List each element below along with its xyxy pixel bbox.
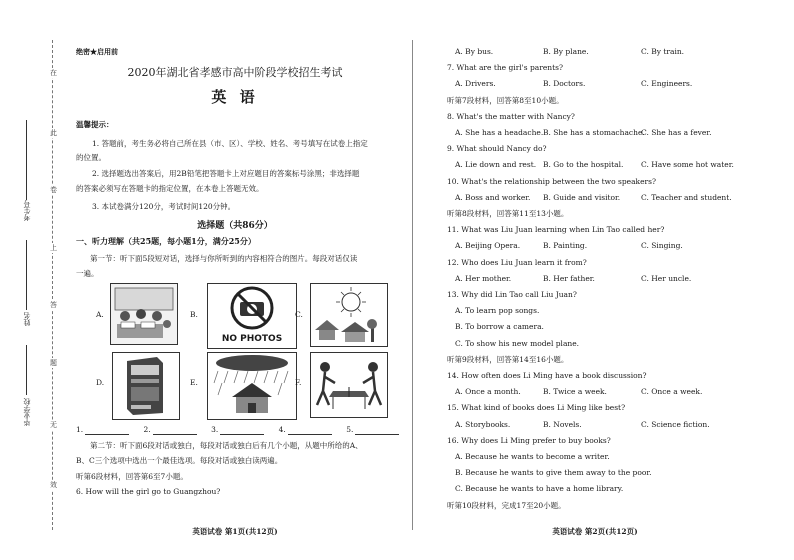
side-char: 题 (50, 359, 57, 367)
picture-label: D. (96, 378, 105, 387)
school-label: 毕业学校 (23, 398, 31, 426)
side-char: 在 (50, 69, 57, 77)
book-icon (112, 352, 180, 420)
side-char: 此 (50, 129, 57, 137)
side-char: 答 (50, 301, 57, 309)
answer-blank-2[interactable]: 2. (144, 425, 197, 434)
question: 16. Why does Li Ming prefer to buy books? (447, 435, 611, 445)
answer-option[interactable]: B. To borrow a camera. (455, 322, 544, 332)
answer-option[interactable]: A. Storybooks. (455, 419, 511, 429)
notice-line: 1. 答题前，考生务必将自己所在县（市、区）、学校、姓名、考号填写在试卷上指定 (92, 139, 368, 148)
question: 听第7段材料，回答第8至10小题。 (447, 95, 564, 105)
sunny-house-icon (310, 283, 388, 347)
school-line (26, 345, 27, 395)
picture-label: F. (295, 378, 302, 387)
ping-pong-icon (310, 352, 388, 418)
no-photos-text: NO PHOTOS (221, 334, 283, 344)
answer-option[interactable]: B. Go to the hospital. (543, 160, 624, 170)
answer-option[interactable]: C. Once a week. (641, 387, 703, 397)
picture-label: E. (190, 378, 198, 387)
question: 听第10段材料，完成17至20小题。 (447, 500, 566, 510)
side-char: 上 (50, 244, 57, 252)
no-photos-sign-icon (207, 283, 297, 349)
question: 14. How often does Li Ming have a book discussion? (447, 371, 647, 380)
answer-option[interactable]: C. Engineers. (641, 79, 693, 89)
question: 6. How will the girl go to Guangzhou? (76, 487, 221, 496)
side-char: 卷 (50, 186, 57, 194)
answer-option[interactable]: B. Because he wants to give them away to the poor. (455, 468, 652, 478)
answer-option[interactable]: C. Teacher and student. (641, 192, 732, 202)
answer-option[interactable]: A. Lie down and rest. (455, 160, 537, 170)
notice-line: 3. 本试卷满分120分，考试时间120分钟。 (92, 202, 236, 211)
section-title: 选择题（共86分） (197, 221, 273, 231)
part-title: 一、听力理解（共25题，每小题1分，满分25分） (76, 236, 256, 246)
answer-option[interactable]: B. Painting. (543, 241, 588, 251)
answer-option[interactable]: C. Have some hot water. (641, 160, 734, 170)
answer-option[interactable]: C. Her uncle. (641, 273, 692, 283)
instructions: 第一节：听下面5段短对话，选择与你所听到的内容相符合的图片。每段对话仅读 (90, 254, 358, 263)
instructions: 第二节：听下面6段对话或独白，每段对话或独白后有几个小题，从题中所给的A、 (90, 441, 363, 450)
picture-label: C. (295, 310, 303, 319)
picture-label: A. (96, 310, 104, 319)
answer-option[interactable]: A. Her mother. (455, 273, 512, 283)
question: 9. What should Nancy do? (447, 144, 547, 154)
answer-option[interactable]: A. Once a month. (455, 387, 521, 397)
question: 10. What's the relationship between the two speakers? (447, 176, 656, 186)
exam-no-line (26, 120, 27, 200)
notice-line: 2. 选择题选出答案后，用2B铅笔把答题卡上对应题目的答案标号涂黑；非选择题 (92, 169, 360, 178)
secret-mark: 绝密★启用前 (76, 47, 118, 56)
name-line (26, 240, 27, 310)
answer-option[interactable]: A. Beijing Opera. (455, 241, 521, 251)
question: 7. What are the girl's parents? (447, 63, 563, 73)
instructions: B、C三个选项中选出一个最佳选项。每段对话或独白读两遍。 (76, 456, 283, 465)
answer-option[interactable]: B. She has a stomachache. (543, 128, 645, 137)
answer-option[interactable]: A. Because he wants to become a writer. (455, 452, 610, 461)
exam-no-label: 考生号 (23, 200, 31, 221)
answer-blank-4[interactable]: 4. (279, 425, 332, 434)
answer-option[interactable]: B. Novels. (543, 419, 582, 429)
answer-option[interactable]: A. She has a headache. (455, 128, 544, 137)
answer-blank-1[interactable]: 1. (76, 425, 129, 434)
name-label: 姓名 (23, 312, 31, 326)
answer-blanks (76, 425, 399, 435)
page-divider (412, 40, 413, 530)
side-char: 无 (50, 421, 57, 429)
answer-option[interactable]: C. She has a fever. (641, 128, 712, 137)
exam-title: 2020年湖北省孝感市高中阶段学校招生考试 (127, 66, 343, 79)
rainy-house-icon (207, 352, 297, 420)
students-picture-icon (110, 283, 178, 345)
page-footer: 英语试卷 第2页(共12页) (552, 527, 638, 536)
notice-heading: 温馨提示： (76, 120, 114, 129)
question: 8. What's the matter with Nancy? (447, 111, 575, 121)
notice-line: 的答案必须写在答题卡的指定位置，在本卷上答题无效。 (76, 184, 264, 193)
answer-option[interactable]: A. Boss and worker. (455, 192, 531, 202)
answer-option[interactable]: A. By bus. (455, 47, 494, 56)
question: 15. What kind of books does Li Ming like best? (447, 403, 626, 413)
answer-option[interactable]: C. Singing. (641, 241, 683, 251)
question: 11. What was Liu Juan learning when Lin Tao called her? (447, 225, 665, 235)
picture-label: B. (190, 310, 198, 319)
answer-option[interactable]: A. To learn pop songs. (455, 306, 540, 316)
answer-option[interactable]: C. Science fiction. (641, 419, 710, 429)
side-char: 效 (50, 481, 57, 489)
question: 12. Who does Liu Juan learn it from? (447, 257, 587, 267)
instructions: 一遍。 (76, 269, 99, 278)
notice-line: 的位置。 (76, 153, 106, 162)
answer-option[interactable]: C. By train. (641, 47, 685, 56)
subject-title: 英 语 (211, 88, 259, 106)
question: 听第9段材料，回答第14至16小题。 (447, 354, 569, 364)
question: 听第8段材料，回答第11至13小题。 (447, 209, 569, 218)
answer-option[interactable]: B. Guide and visitor. (543, 192, 621, 202)
answer-option[interactable]: A. Drivers. (455, 79, 496, 89)
answer-option[interactable]: C. Because he wants to have a home library. (455, 484, 624, 494)
cut-line (52, 40, 53, 530)
answer-option[interactable]: B. By plane. (543, 47, 589, 56)
answer-option[interactable]: B. Twice a week. (543, 387, 607, 397)
answer-option[interactable]: B. Doctors. (543, 79, 586, 89)
answer-blank-5[interactable]: 5. (346, 425, 399, 434)
page-footer: 英语试卷 第1页(共12页) (192, 527, 278, 536)
answer-blank-3[interactable]: 3. (211, 425, 264, 434)
answer-option[interactable]: B. Her father. (543, 273, 595, 283)
answer-option[interactable]: C. To show his new model plane. (455, 338, 580, 348)
question: 13. Why did Lin Tao call Liu Juan? (447, 290, 577, 299)
instructions: 听第6段材料，回答第6至7小题。 (76, 472, 188, 481)
